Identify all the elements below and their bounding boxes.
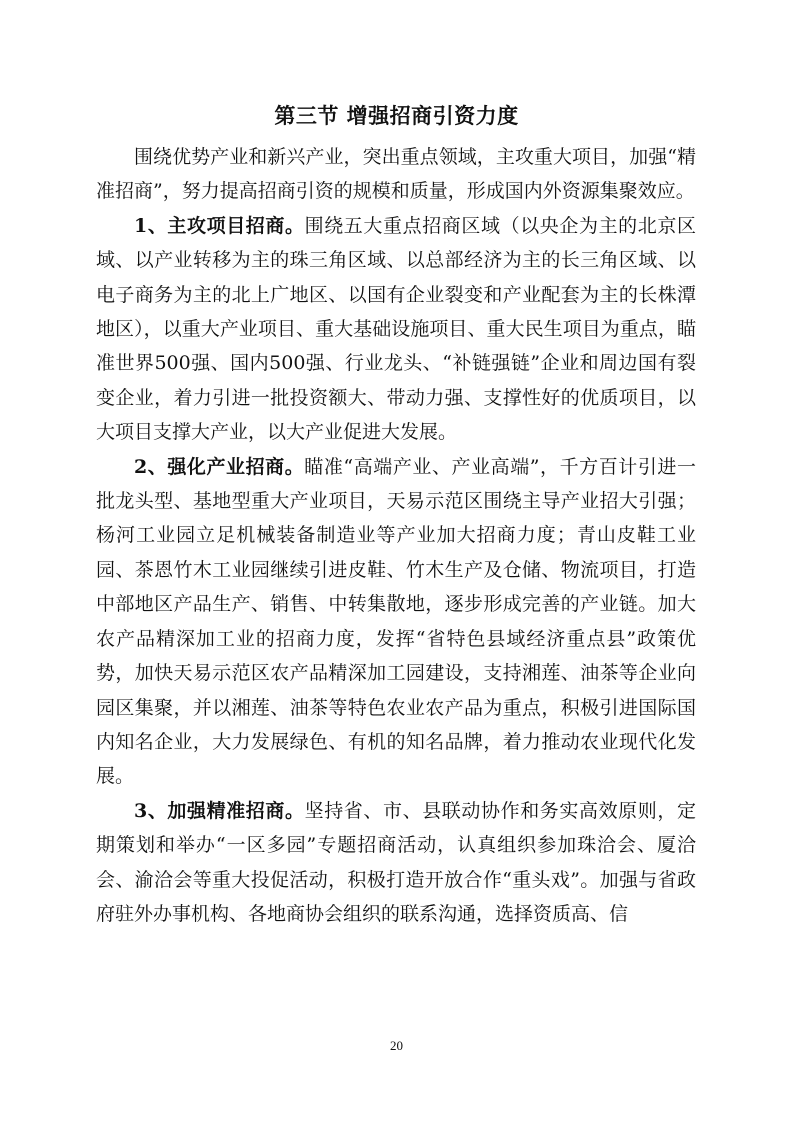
body-text bbox=[96, 140, 696, 931]
intro-paragraph: 围绕优势产业和新兴产业，突出重点领域，主攻重大项目，加强“精准招商”，努力提高招商引资的规模和质量，形成国内外资源集聚效应。 bbox=[96, 146, 696, 203]
paragraph-text: 坚持省、市、县联动协作和务实高效原则，定期策划和举办“一区多园”专题招商活动，认真组织参加珠洽会、厦洽会、渝洽会等重大投促活动，积极打造开放合作“重头戏”。加强与省政府驻外办事机构、各地商协会组织的联系沟通，选择资质高、信 bbox=[96, 799, 696, 925]
paragraph-text: 围绕五大重点招商区域（以央企为主的北京区域、以产业转移为主的珠三角区域、以总部经济为主的长三角区域、以电子商务为主的北上广地区、以国有企业裂变和产业配套为主的长株潭地区），以重大产业项目、重大基础设施项目、重大民生项目为重点，瞄准世界500强、国内500强、行业龙头、“补链强链”企业和周边国有裂变企业，着力引进一批投资额大、带动力强、支撑性好的优质项目，以大项目支撑大产业，以大产业促进大发展。 bbox=[96, 214, 696, 444]
page-number: 20 bbox=[390, 1038, 403, 1053]
paragraph-text: 瞄准“高端产业、产业高端”，千方百计引进一批龙头型、基地型重大产业项目，天易示范区围绕主导产业招大引强；杨河工业园立足机械装备制造业等产业加大招商力度；青山皮鞋工业园、茶恩竹木工业园继续引进皮鞋、竹木生产及仓储、物流项目，打造中部地区产品生产、销售、中转集散地，逐步形成完善的产业链。加大农产品精深加工业的招商力度，发挥“省特色县域经济重点县”政策优势，加快天易示范区农产品精深加工园建设，支持湘莲、油茶等企业向园区集聚，并以湘莲、油茶等特色农业农产品为重点，积极引进国际国内知名企业，大力发展绿色、有机的知名品牌，着力推动农业现代化发展。 bbox=[96, 455, 696, 788]
paragraph-lead: 2、强化产业招商。 bbox=[134, 455, 305, 478]
paragraph-lead: 3、加强精准招商。 bbox=[134, 799, 305, 822]
paragraph-precise-investment bbox=[96, 794, 696, 932]
paragraph-project-investment bbox=[96, 209, 696, 450]
section-title: 第三节 增强招商引资力度 bbox=[274, 103, 519, 128]
paragraph-lead: 1、主攻项目招商。 bbox=[134, 214, 305, 237]
paragraph-industry-investment bbox=[96, 450, 696, 794]
